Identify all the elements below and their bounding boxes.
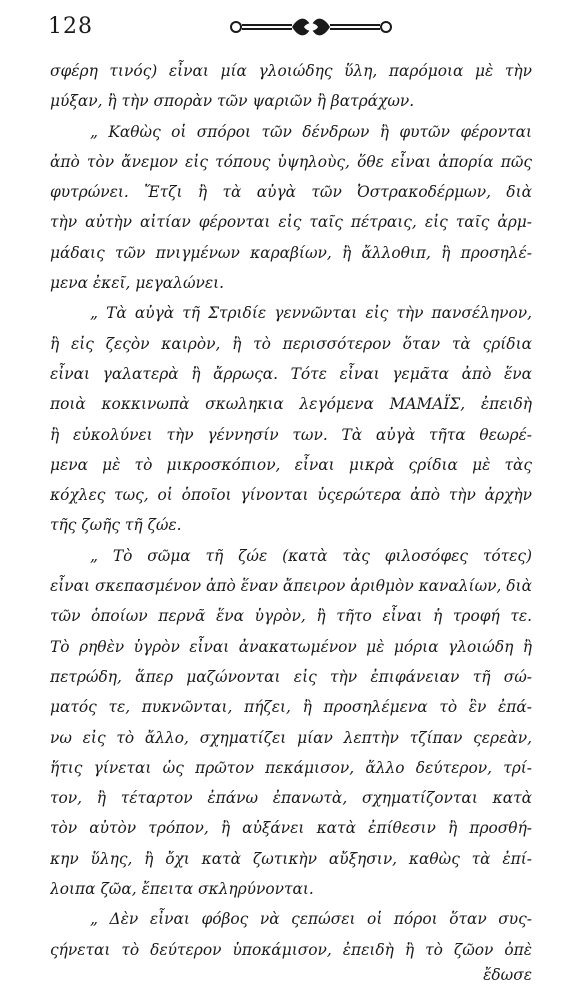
text-line: εἶναι σκεπασμένον ἀπὸ ἕναν ἄπειρον ἀριθμὸν καναλίων, διὰ [50,577,532,596]
text-line: μάδαις τῶν πνιγμένων καραβίων, ἢ ἄλλοθιπ, ἢ προσηλέ- [50,243,532,262]
page-header [48,8,527,48]
text-line: „ Τὸ σῶμα τῆ ζώε (κατὰ τὰς φιλοσόφες τότες) [90,546,532,565]
text-line: τὴν αὐτὴν αἰτίαν φέρονται εἰς ταῖς πέτραις, εἰς ταῖς ἀρμ- [50,213,532,232]
catchword: ἔδωσε [483,965,532,984]
decorative-ornament-icon [230,14,392,40]
text-line: „ Δὲν εἶναι φόβος νὰ ςεπώσει οἱ πόροι ὅταν συς- [90,910,532,929]
text-line: μύξαν, ἢ τὴν σπορὰν τῶν ψαριῶν ἢ βατράχων. [50,92,415,111]
text-line: ἢ εὐκολύνει τὴν γέννησίν των. Τὰ αὐγὰ τῆτα θεωρέ- [50,425,532,444]
text-line: κην ὕλης, ἢ ὄχι κατὰ ζωτικὴν αὔξησιν, καθὼς τὰ ἐπί- [50,849,532,868]
text-line: πετρώδη, ἅπερ μαζώνονται εἰς τὴν ἐπιφάνειαν τῆ σώ- [50,667,532,686]
text-line: ματός τε, πυκνῶνται, πήζει, ἢ προσηλέμενα τὸ ἓν ἐπά- [50,698,532,717]
text-line: τῆς ζωῆς τῆ ζώε. [50,516,182,535]
text-line: λοιπα ζῶα, ἔπειτα σκληρύνονται. [50,880,314,899]
text-line: ἀπὸ τὸν ἄνεμον εἰς τόπους ὑψηλοὺς, ὅθε εἶναι ἀπορία πῶς [50,152,532,171]
text-line: „ Καθὼς οἱ σπόροι τῶν δένδρων ἢ φυτῶν φέρονται [90,122,532,141]
text-line: εἶναι γαλατερὰ ἢ ἄρρωςα. Τότε εἶναι γεμᾶτα ἀπὸ ἕνα [50,364,532,383]
text-line: ποιὰ κοκκινωπὰ σκωληκια λεγόμενα ΜΑΜΑΪΣ, ἐπειδὴ [50,395,532,414]
body-text [50,56,532,985]
page-number: 128 [48,14,93,39]
text-line: σφέρη τινός) εἶναι μία γλοιώδης ὕλη, παρόμοια μὲ τὴν [50,62,532,80]
text-line: ἥτις γίνεται ὡς πρῶτον πεκάμισον, ἄλλο δεύτερον, τρί- [50,758,532,777]
text-line: τὸν αὐτὸν τρόπον, ἢ αὐξάνει κατὰ ἐπίθεσιν ἢ προσθή- [50,819,532,838]
text-line: φυτρώνει. Ἔτζι ἢ τὰ αὐγὰ τῶν Ὀστρακοδέρμων, διὰ [50,183,532,202]
text-line: μενα μὲ τὸ μικροσκόπιον, εἶναι μικρὰ ςρίδια μὲ τὰς [50,455,532,474]
text-line: νω εἰς τὸ ἄλλο, σχηματίζει μίαν λεπτὴν τζίπαν ςερεὰν, [50,728,532,747]
text-line: „ Τὰ αὐγὰ τῆ Στριδίε γεννῶνται εἰς τὴν πανσέληνον, [90,304,532,323]
text-line: τῶν ὁποίων περνᾶ ἕνα ὑγρὸν, ἢ τῆτο εἶναι ἡ τροφή τε. [50,607,532,626]
text-line: ςήνεται τὸ δεύτερον ὑποκάμισον, ἐπειδὴ ἢ τὸ ζῶον ὀπὲ [50,940,532,959]
text-line: κόχλες τως, οἱ ὁποῖοι γίνονται ὑςερώτερα ἀπὸ τὴν ἀρχὴν [50,486,532,505]
text-line: ἢ εἰς ζεςὸν καιρὸν, ἢ τὸ περισσότερον ὅταν τὰ ςρίδια [50,334,532,353]
text-line: Τὸ ρηθὲν ὑγρὸν εἶναι ἀνακατωμένον μὲ μόρια γλοιώδη ἢ [50,637,532,656]
text-line: τον, ἢ τέταρτον ἐπάνω ἐπανωτὰ, σχηματίζονται κατὰ [50,789,532,808]
text-line: μενα ἐκεῖ, μεγαλώνει. [50,274,225,293]
